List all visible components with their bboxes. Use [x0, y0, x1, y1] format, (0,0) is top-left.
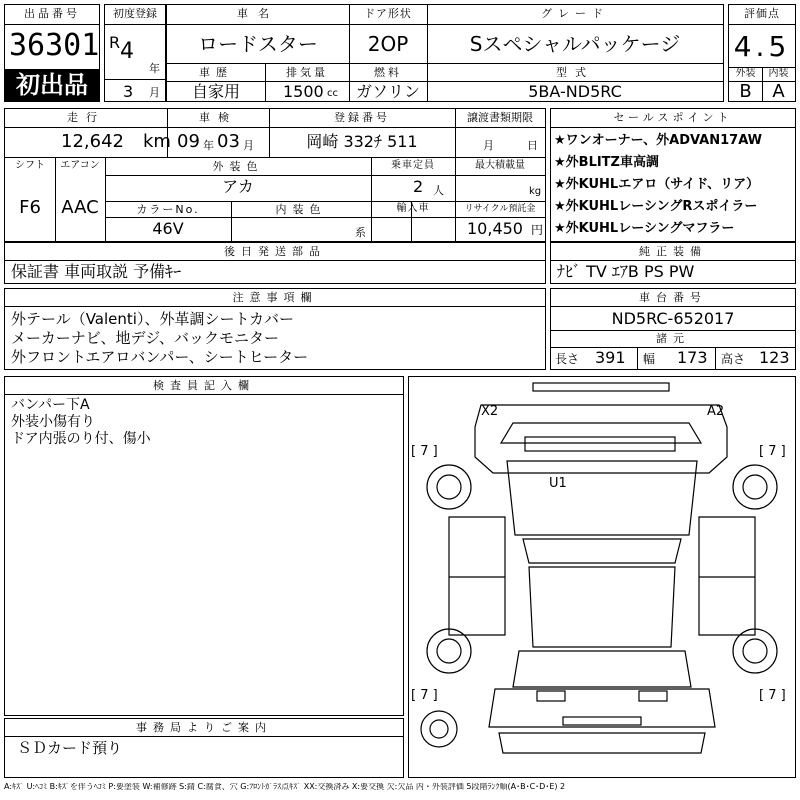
notes-box [4, 288, 546, 370]
lot-number-box [4, 4, 100, 102]
registration-month: 3 [123, 82, 134, 101]
inspector-note-line: バンパー下A [11, 397, 90, 413]
equipment-label: 純正装備 [639, 245, 707, 258]
sales-points-list [554, 130, 794, 240]
fuel-label: 燃料 [374, 66, 402, 79]
inspection-year-unit: 年 [203, 139, 214, 152]
length-value: 391 [595, 348, 626, 367]
sales-point-item: ★外KUHLエアロ（サイド、リア） [554, 177, 760, 192]
inspection-label: 車検 [199, 111, 237, 124]
tire-rear-right-label: [ 7 ] [759, 688, 786, 703]
exterior-color: アカ [222, 177, 254, 196]
front-left-wheel [427, 465, 471, 509]
inspector-box [4, 376, 404, 716]
note-line: 外フロントエアロバンパー、シートヒーター [11, 348, 309, 366]
front-bumper-part [533, 383, 669, 391]
history-label: 車歴 [199, 66, 233, 79]
recycle-deposit-label: リサイクル預託金 [464, 204, 536, 214]
displacement-label: 排気量 [286, 66, 328, 79]
grade: Sスペシャルパッケージ [469, 32, 681, 56]
month-unit: 月 [149, 86, 160, 99]
era-label: R [109, 33, 121, 52]
height-label: 高さ [721, 352, 746, 366]
grade-label: グレード [541, 7, 609, 20]
tire-front-left-label: [ 7 ] [411, 444, 438, 459]
door-label: ドア形状 [364, 7, 412, 20]
displacement-unit: cc [327, 88, 338, 99]
recycle-deposit-unit: 円 [531, 223, 544, 237]
legend-text: A:ｷｽﾞ U:ﾍｺﾐ B:ｷｽﾞを伴うﾍｺﾐ P:要塗装 W:補修跡 S:錆 C:腐食、穴 G:ﾌﾛﾝﾄｶﾞﾗｽ点ｷｽﾞ XX:交換済み X:要交換 欠:欠品 内・外装評価 5段階ﾗﾝｸ順(A･B･C･D･E) 2 [4, 783, 566, 791]
score-box [728, 4, 796, 102]
tire-front-right-label: [ 7 ] [759, 444, 786, 459]
sales-points-box [550, 108, 796, 242]
exterior-grade: B [739, 81, 752, 102]
capacity-label: 乗車定員 [391, 160, 435, 171]
transfer-deadline-label: 譲渡書類期限 [467, 111, 533, 124]
aftersend-parts-box [4, 242, 546, 284]
inspection-month: 03 [217, 131, 240, 152]
office-note: ＳＤカード預り [17, 739, 123, 757]
year-unit: 年 [149, 62, 160, 75]
color-number-label: カラーNo. [136, 203, 200, 216]
recycle-deposit: 10,450 [467, 219, 523, 238]
vehicle-details-box [4, 108, 546, 242]
inspector-note-line: 外装小傷有り [11, 414, 95, 430]
car-history: 自家用 [191, 82, 240, 101]
max-load-label: 最大積載量 [475, 160, 525, 171]
model-label: 型式 [556, 66, 594, 79]
spare-tire [421, 711, 457, 747]
equipment-value: ﾅﾋﾞ TV ｴｱB PS PW [557, 262, 695, 281]
rear-bumper-part [499, 733, 705, 753]
sales-point-item: ★ワンオーナー、外ADVAN17AW [554, 133, 763, 148]
displacement: 1500 [283, 82, 324, 101]
specs-label: 諸元 [656, 332, 690, 345]
office-label: 事務局よりご案内 [136, 721, 272, 734]
car-name-label: 車名 [237, 7, 279, 20]
mileage: 12,642 [61, 131, 124, 152]
mark-a2: A2 [707, 404, 725, 419]
first-registration-label: 初度登録 [113, 7, 157, 20]
car-info-box [166, 4, 724, 102]
tire-rear-left-label: [ 7 ] [411, 688, 438, 703]
lot-number: 36301 [9, 28, 100, 63]
first-listing-badge: 初出品 [5, 69, 99, 101]
height-value: 123 [759, 348, 790, 367]
rear-body-part [489, 689, 715, 727]
width-label: 幅 [643, 352, 656, 366]
damage-diagram-box [408, 376, 796, 778]
capacity-unit: 人 [433, 184, 444, 197]
office-box [4, 718, 404, 778]
inspector-label: 検査員記入欄 [153, 379, 255, 392]
exterior-color-label: 外装色 [212, 160, 264, 173]
aftersend-parts-label: 後日発送部品 [224, 245, 326, 258]
evaluation-score: 4.5 [733, 30, 791, 63]
trunk-part [513, 651, 691, 687]
capacity: 2 [413, 177, 424, 196]
sales-point-item: ★外BLITZ車高調 [554, 155, 659, 170]
front-body-part [475, 405, 727, 473]
score-label: 評価点 [744, 7, 780, 20]
car-name: ロードスター [198, 32, 318, 56]
width-value: 173 [677, 348, 708, 367]
right-side-part [699, 517, 755, 635]
sales-points-label: セールスポイント [613, 111, 733, 124]
registration-number: 岡崎 332ﾁ 511 [306, 132, 418, 151]
chassis-number: ND5RC-652017 [611, 309, 735, 328]
shift-label: シフト [15, 160, 45, 171]
mileage-label: 走行 [67, 111, 105, 124]
inspection-month-unit: 月 [243, 139, 254, 152]
first-registration-box [104, 4, 166, 102]
exterior-label: 外装 [735, 68, 756, 79]
mileage-unit: km [143, 131, 171, 152]
notes-list [11, 310, 308, 367]
front-grille-part [501, 423, 701, 443]
chassis-number-label: 車台番号 [639, 291, 707, 304]
windshield-part [523, 539, 681, 563]
ac-value: AAC [61, 197, 99, 218]
ac-label: エアコン [60, 160, 100, 171]
model-code: 5BA-ND5RC [528, 82, 622, 101]
shift-value: F6 [19, 197, 41, 218]
hood-part [507, 461, 697, 535]
front-right-wheel [733, 465, 777, 509]
registration-year: 4 [120, 39, 134, 64]
chassis-box [550, 288, 796, 370]
mark-x2: X2 [481, 404, 499, 419]
interior-grade: A [772, 81, 785, 102]
registration-number-label: 登録番号 [334, 111, 390, 124]
roof-part [529, 567, 675, 647]
note-line: 外テール（Valenti）、外革調シートカバー [11, 310, 294, 328]
color-number: 46V [152, 219, 184, 238]
transfer-month-unit: 月 [483, 139, 494, 152]
hood-lip-part [525, 437, 675, 451]
rear-light-left [537, 691, 565, 701]
interior-color-label: 内装色 [275, 203, 327, 216]
mark-u1: U1 [549, 476, 567, 491]
rear-light-right [639, 691, 667, 701]
sales-point-item: ★外KUHLレーシングマフラー [554, 221, 735, 236]
left-side-part [449, 517, 505, 635]
transfer-day-unit: 日 [527, 139, 538, 152]
car-diagram [409, 377, 795, 777]
note-line: メーカーナビ、地デジ、バックモニター [11, 329, 280, 347]
import-label: 輸入車 [396, 203, 430, 214]
lot-number-label: 出品番号 [24, 7, 80, 20]
notes-label: 注意事項欄 [232, 291, 318, 304]
max-load-unit: kg [529, 186, 542, 197]
inspector-note-line: ドア内張のり付、傷小 [11, 431, 151, 447]
inspector-notes [11, 397, 151, 448]
inspection-year: 09 [177, 131, 200, 152]
equipment-box [550, 242, 796, 284]
sales-point-item: ★外KUHLレーシングRスポイラー [554, 199, 758, 214]
fuel: ガソリン [355, 82, 420, 101]
length-label: 長さ [555, 352, 580, 366]
interior-color-unit: 系 [355, 226, 366, 239]
door-type: 2OP [367, 32, 409, 56]
interior-label: 内装 [768, 68, 789, 79]
aftersend-parts: 保証書 車両取説 予備ｷｰ [11, 262, 182, 281]
